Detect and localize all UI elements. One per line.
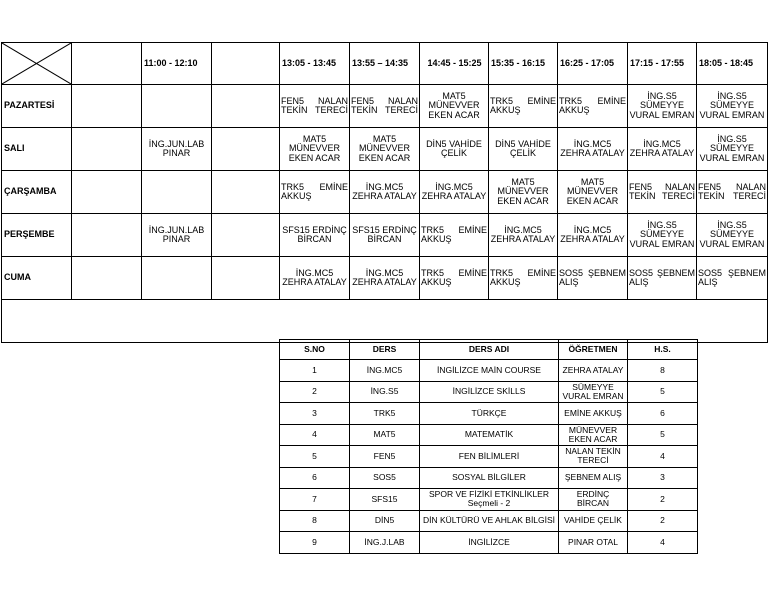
legend-cell: 4 <box>628 446 698 468</box>
time-slot <box>72 43 142 85</box>
legend-cell: VAHİDE ÇELİK <box>559 510 628 532</box>
legend-header: DERS <box>350 340 420 360</box>
empty-footer-row <box>2 300 768 343</box>
lesson-cell <box>142 171 212 214</box>
legend-cell: İNGİLİZCE SKİLLS <box>420 381 559 403</box>
legend-cell: NALAN TEKİN TERECİ <box>559 446 628 468</box>
legend-header: H.S. <box>628 340 698 360</box>
legend-row <box>280 446 698 468</box>
lesson-cell <box>212 85 280 128</box>
legend-cell: PINAR OTAL <box>559 532 628 554</box>
time-slot: 13:55 – 14:35 <box>350 43 420 85</box>
lesson-cell: İNG.S5 SÜMEYYE VURAL EMRAN <box>697 214 768 257</box>
lesson-cell: MAT5 MÜNEVVER EKEN ACAR <box>350 128 420 171</box>
legend-cell: 1 <box>280 360 350 382</box>
legend-row <box>280 532 698 554</box>
lesson-cell <box>142 85 212 128</box>
time-slot: 13:05 - 13:45 <box>280 43 350 85</box>
legend-header-row <box>280 340 698 360</box>
legend-cell: ZEHRA ATALAY <box>559 360 628 382</box>
day-row <box>2 128 768 171</box>
legend-cell: DİN5 <box>350 510 420 532</box>
legend-cell: TÜRKÇE <box>420 403 559 425</box>
lesson-cell: TRK5 EMİNE AKKUŞ <box>558 85 628 128</box>
lesson-cell: İNG.MC5 ZEHRA ATALAY <box>350 257 420 300</box>
legend-cell: DİN KÜLTÜRÜ VE AHLAK BİLGİSİ <box>420 510 559 532</box>
time-header-row <box>2 43 768 85</box>
legend-cell: 2 <box>628 489 698 511</box>
legend-cell: 6 <box>628 403 698 425</box>
legend-cell: FEN BİLİMLERİ <box>420 446 559 468</box>
lesson-cell <box>142 257 212 300</box>
lesson-cell: TRK5 EMİNE AKKUŞ <box>420 257 489 300</box>
lesson-cell: FEN5 NALAN TEKİN TERECİ <box>280 85 350 128</box>
lesson-cell <box>72 214 142 257</box>
lesson-cell: İNG.MC5 ZEHRA ATALAY <box>280 257 350 300</box>
lesson-cell: TRK5 EMİNE AKKUŞ <box>420 214 489 257</box>
lesson-cell: İNG.S5 SÜMEYYE VURAL EMRAN <box>697 128 768 171</box>
schedule-body <box>2 43 768 343</box>
lesson-cell: İNG.JUN.LAB PINAR <box>142 214 212 257</box>
time-slot: 11:00 - 12:10 <box>142 43 212 85</box>
time-slot: 14:45 - 15:25 <box>420 43 489 85</box>
legend-row <box>280 510 698 532</box>
lesson-cell <box>72 171 142 214</box>
lesson-cell <box>212 257 280 300</box>
lesson-cell <box>72 257 142 300</box>
legend-cell: 8 <box>628 360 698 382</box>
legend-cell: 9 <box>280 532 350 554</box>
legend-cell: İNGİLİZCE MAİN COURSE <box>420 360 559 382</box>
day-row <box>2 257 768 300</box>
lesson-cell <box>212 171 280 214</box>
day-row <box>2 171 768 214</box>
lesson-cell: İNG.MC5 ZEHRA ATALAY <box>489 214 558 257</box>
weekly-schedule-table <box>1 42 768 343</box>
legend-cell: İNG.J.LAB <box>350 532 420 554</box>
day-label: ÇARŞAMBA <box>2 171 72 214</box>
legend-body <box>280 340 698 554</box>
legend-cell: SOSYAL BİLGİLER <box>420 467 559 489</box>
legend-cell: 5 <box>280 446 350 468</box>
legend-cell: 6 <box>280 467 350 489</box>
legend-cell: MAT5 <box>350 424 420 446</box>
legend-cell: İNG.MC5 <box>350 360 420 382</box>
legend-cell: SÜMEYYE VURAL EMRAN <box>559 381 628 403</box>
legend-cell: SFS15 <box>350 489 420 511</box>
legend-cell: MATEMATİK <box>420 424 559 446</box>
lesson-cell: İNG.S5 SÜMEYYE VURAL EMRAN <box>697 85 768 128</box>
day-row <box>2 214 768 257</box>
lesson-cell <box>212 128 280 171</box>
legend-header: ÖĞRETMEN <box>559 340 628 360</box>
lesson-cell: İNG.MC5 ZEHRA ATALAY <box>420 171 489 214</box>
legend-cell: İNG.S5 <box>350 381 420 403</box>
legend-cell: 8 <box>280 510 350 532</box>
lesson-cell: DİN5 VAHİDE ÇELİK <box>489 128 558 171</box>
empty-footer-cell <box>2 300 768 343</box>
legend-cell: 4 <box>628 532 698 554</box>
lesson-cell: SOS5 ŞEBNEM ALIŞ <box>697 257 768 300</box>
lesson-cell: MAT5 MÜNEVVER EKEN ACAR <box>420 85 489 128</box>
lesson-cell: SOS5 ŞEBNEM ALIŞ <box>558 257 628 300</box>
legend-row <box>280 467 698 489</box>
legend-cell: MÜNEVVER EKEN ACAR <box>559 424 628 446</box>
lesson-cell: İNG.MC5 ZEHRA ATALAY <box>628 128 697 171</box>
diagonal-cross-icon <box>2 43 71 84</box>
lesson-cell: SFS15 ERDİNÇ BİRCAN <box>280 214 350 257</box>
legend-cell: 3 <box>628 467 698 489</box>
legend-cell: TRK5 <box>350 403 420 425</box>
legend-cell: SOS5 <box>350 467 420 489</box>
legend-cell: ERDİNÇ BİRCAN <box>559 489 628 511</box>
day-label: PAZARTESİ <box>2 85 72 128</box>
lesson-cell <box>72 128 142 171</box>
legend-cell: 3 <box>280 403 350 425</box>
legend-cell: ŞEBNEM ALIŞ <box>559 467 628 489</box>
lesson-cell: MAT5 MÜNEVVER EKEN ACAR <box>558 171 628 214</box>
legend-cell: İNGİLİZCE <box>420 532 559 554</box>
time-slot <box>212 43 280 85</box>
legend-cell: 2 <box>280 381 350 403</box>
day-label: CUMA <box>2 257 72 300</box>
lesson-cell: İNG.JUN.LAB PINAR <box>142 128 212 171</box>
lesson-cell <box>212 214 280 257</box>
lesson-cell: TRK5 EMİNE AKKUŞ <box>489 85 558 128</box>
legend-cell: 5 <box>628 424 698 446</box>
day-label: PERŞEMBE <box>2 214 72 257</box>
lesson-cell: SFS15 ERDİNÇ BİRCAN <box>350 214 420 257</box>
legend-cell: 5 <box>628 381 698 403</box>
lesson-cell: FEN5 NALAN TEKİN TERECİ <box>628 171 697 214</box>
legend-cell: 7 <box>280 489 350 511</box>
legend-cell: FEN5 <box>350 446 420 468</box>
legend-row <box>280 403 698 425</box>
lesson-cell: TRK5 EMİNE AKKUŞ <box>280 171 350 214</box>
time-slot: 17:15 - 17:55 <box>628 43 697 85</box>
legend-cell: SPOR VE FİZİKİ ETKİNLİKLER Seçmeli - 2 <box>420 489 559 511</box>
lesson-cell: İNG.S5 SÜMEYYE VURAL EMRAN <box>628 85 697 128</box>
lesson-cell: İNG.MC5 ZEHRA ATALAY <box>558 128 628 171</box>
time-slot: 15:35 - 16:15 <box>489 43 558 85</box>
legend-cell: 2 <box>628 510 698 532</box>
lesson-cell: FEN5 NALAN TEKİN TERECİ <box>697 171 768 214</box>
day-row <box>2 85 768 128</box>
lesson-cell: SOS5 ŞEBNEM ALIŞ <box>628 257 697 300</box>
legend-row <box>280 424 698 446</box>
corner-cell <box>2 43 72 85</box>
lesson-cell: İNG.MC5 ZEHRA ATALAY <box>558 214 628 257</box>
legend-header: DERS ADI <box>420 340 559 360</box>
legend-row <box>280 360 698 382</box>
lesson-cell: İNG.MC5 ZEHRA ATALAY <box>350 171 420 214</box>
lesson-cell: MAT5 MÜNEVVER EKEN ACAR <box>489 171 558 214</box>
legend-row <box>280 489 698 511</box>
lesson-cell <box>72 85 142 128</box>
lesson-cell: MAT5 MÜNEVVER EKEN ACAR <box>280 128 350 171</box>
legend-header: S.NO <box>280 340 350 360</box>
course-legend-table <box>279 339 698 554</box>
lesson-cell: DİN5 VAHİDE ÇELİK <box>420 128 489 171</box>
legend-cell: EMİNE AKKUŞ <box>559 403 628 425</box>
legend-cell: 4 <box>280 424 350 446</box>
lesson-cell: TRK5 EMİNE AKKUŞ <box>489 257 558 300</box>
lesson-cell: İNG.S5 SÜMEYYE VURAL EMRAN <box>628 214 697 257</box>
day-label: SALI <box>2 128 72 171</box>
lesson-cell: FEN5 NALAN TEKİN TERECİ <box>350 85 420 128</box>
time-slot: 18:05 - 18:45 <box>697 43 768 85</box>
time-slot: 16:25 - 17:05 <box>558 43 628 85</box>
legend-row <box>280 381 698 403</box>
